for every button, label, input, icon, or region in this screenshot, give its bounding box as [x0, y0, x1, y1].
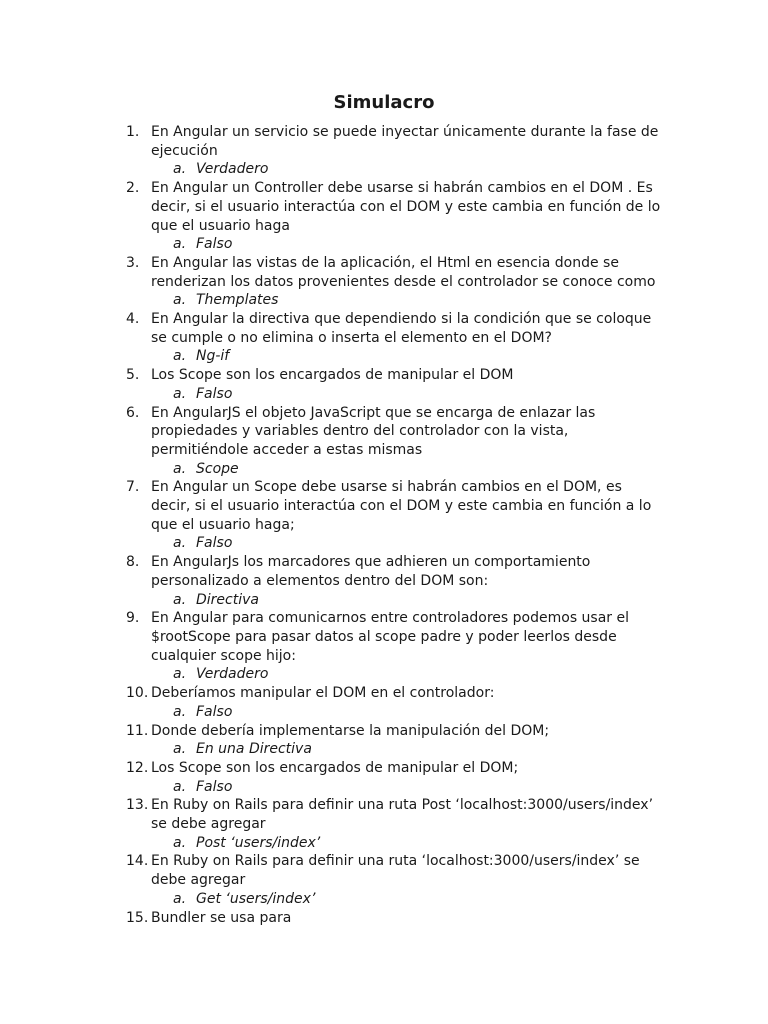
question-text: En Angular un Scope debe usarse si habrán cambios en el DOM, es decir, si el usuario interactúa con el DOM y este cambia en función a lo que el usuario haga; [151, 479, 652, 533]
question-number: 7. [126, 479, 140, 496]
page-title: Simulacro [333, 92, 435, 113]
answer-letter: a. [173, 385, 187, 402]
answer-item [0, 778, 768, 797]
question-item [0, 759, 768, 778]
question-number: 13. [126, 797, 149, 814]
answer-text: Post ‘users/index’ [196, 834, 321, 851]
question-item [0, 796, 768, 833]
question-list [0, 123, 768, 927]
answer-letter: a. [173, 741, 187, 758]
answer-item [0, 834, 768, 853]
answer-text: Verdadero [196, 161, 269, 178]
answer-text: Get ‘users/index’ [196, 890, 316, 907]
answer-letter: a. [173, 161, 187, 178]
answer-item [0, 460, 768, 479]
question-number: 4. [126, 311, 140, 328]
question-text: En Ruby on Rails para definir una ruta Post ‘localhost:3000/users/index’ se debe agregar [151, 797, 654, 833]
answer-text: Directiva [196, 591, 259, 608]
question-item [0, 722, 768, 741]
answer-item [0, 740, 768, 759]
question-item [0, 366, 768, 385]
answer-text: Falso [196, 535, 233, 552]
question-number: 5. [126, 367, 140, 384]
question-number: 3. [126, 254, 140, 271]
question-text: En AngularJs los marcadores que adhieren un comportamiento personalizado a elementos dentro del DOM son: [151, 554, 591, 589]
answer-text: Falso [196, 703, 233, 720]
question-item [0, 179, 768, 235]
question-text: En Angular las vistas de la aplicación, el Html en esencia donde se renderizan los datos provenientes desde el controlador se conoce como [151, 254, 656, 290]
answer-text: En una Directiva [196, 741, 312, 758]
question-item [0, 609, 768, 665]
answer-item [0, 291, 768, 310]
answer-letter: a. [173, 348, 187, 365]
question-text: Los Scope son los encargados de manipular el DOM [151, 367, 514, 384]
question-number: 9. [126, 610, 140, 627]
answer-item [0, 347, 768, 366]
question-number: 15. [126, 909, 149, 926]
question-text: Los Scope son los encargados de manipular el DOM; [151, 759, 519, 776]
question-item [0, 254, 768, 291]
answer-text: Falso [196, 236, 233, 253]
answer-text: Scope [196, 460, 239, 477]
answer-letter: a. [173, 236, 187, 253]
question-item [0, 310, 768, 347]
question-text: En Angular la directiva que dependiendo si la condición que se coloque se cumple o no elimina o inserta el elemento en el DOM? [151, 311, 652, 346]
answer-item [0, 591, 768, 610]
question-item [0, 123, 768, 160]
question-text: En Angular un Controller debe usarse si habrán cambios en el DOM . Es decir, si el usuario interactúa con el DOM y este cambia en función de lo que el usuario haga [151, 180, 661, 234]
question-text: En Ruby on Rails para definir una ruta ‘localhost:3000/users/index’ se debe agregar [151, 853, 640, 889]
question-number: 10. [126, 685, 149, 702]
answer-item [0, 534, 768, 553]
question-item [0, 684, 768, 703]
question-number: 6. [126, 404, 140, 421]
answer-item [0, 890, 768, 909]
answer-item [0, 665, 768, 684]
question-number: 14. [126, 853, 149, 870]
answer-letter: a. [173, 535, 187, 552]
question-text: Bundler se usa para [151, 909, 292, 926]
answer-item [0, 703, 768, 722]
question-item [0, 909, 768, 928]
question-text: Donde debería implementarse la manipulación del DOM; [151, 722, 550, 739]
question-number: 2. [126, 180, 140, 197]
answer-letter: a. [173, 292, 187, 309]
question-number: 8. [126, 554, 140, 571]
answer-text: Verdadero [196, 666, 269, 683]
question-item [0, 404, 768, 460]
question-text: En AngularJS el objeto JavaScript que se encarga de enlazar las propiedades y variables dentro del controlador con la vista, permitiéndole acceder a estas mismas [151, 404, 596, 458]
answer-letter: a. [173, 703, 187, 720]
question-text: En Angular un servicio se puede inyectar únicamente durante la fase de ejecución [151, 124, 659, 159]
answer-text: Falso [196, 385, 233, 402]
question-number: 11. [126, 722, 149, 739]
question-item [0, 553, 768, 590]
answer-item [0, 235, 768, 254]
question-text: En Angular para comunicarnos entre controladores podemos usar el $rootScope para pasar datos al scope padre y poder leerlos desde cualquier scope hijo: [151, 610, 630, 664]
answer-letter: a. [173, 778, 187, 795]
answer-item [0, 385, 768, 404]
answer-text: Falso [196, 778, 233, 795]
answer-item [0, 160, 768, 179]
answer-letter: a. [173, 591, 187, 608]
question-item [0, 852, 768, 889]
answer-letter: a. [173, 834, 187, 851]
question-number: 1. [126, 124, 140, 140]
question-text: Deberíamos manipular el DOM en el controlador: [151, 685, 495, 702]
question-item [0, 478, 768, 534]
question-number: 12. [126, 759, 149, 776]
answer-text: Ng-if [196, 348, 230, 365]
answer-letter: a. [173, 890, 187, 907]
answer-text: Themplates [196, 292, 279, 309]
answer-letter: a. [173, 460, 187, 477]
answer-letter: a. [173, 666, 187, 683]
